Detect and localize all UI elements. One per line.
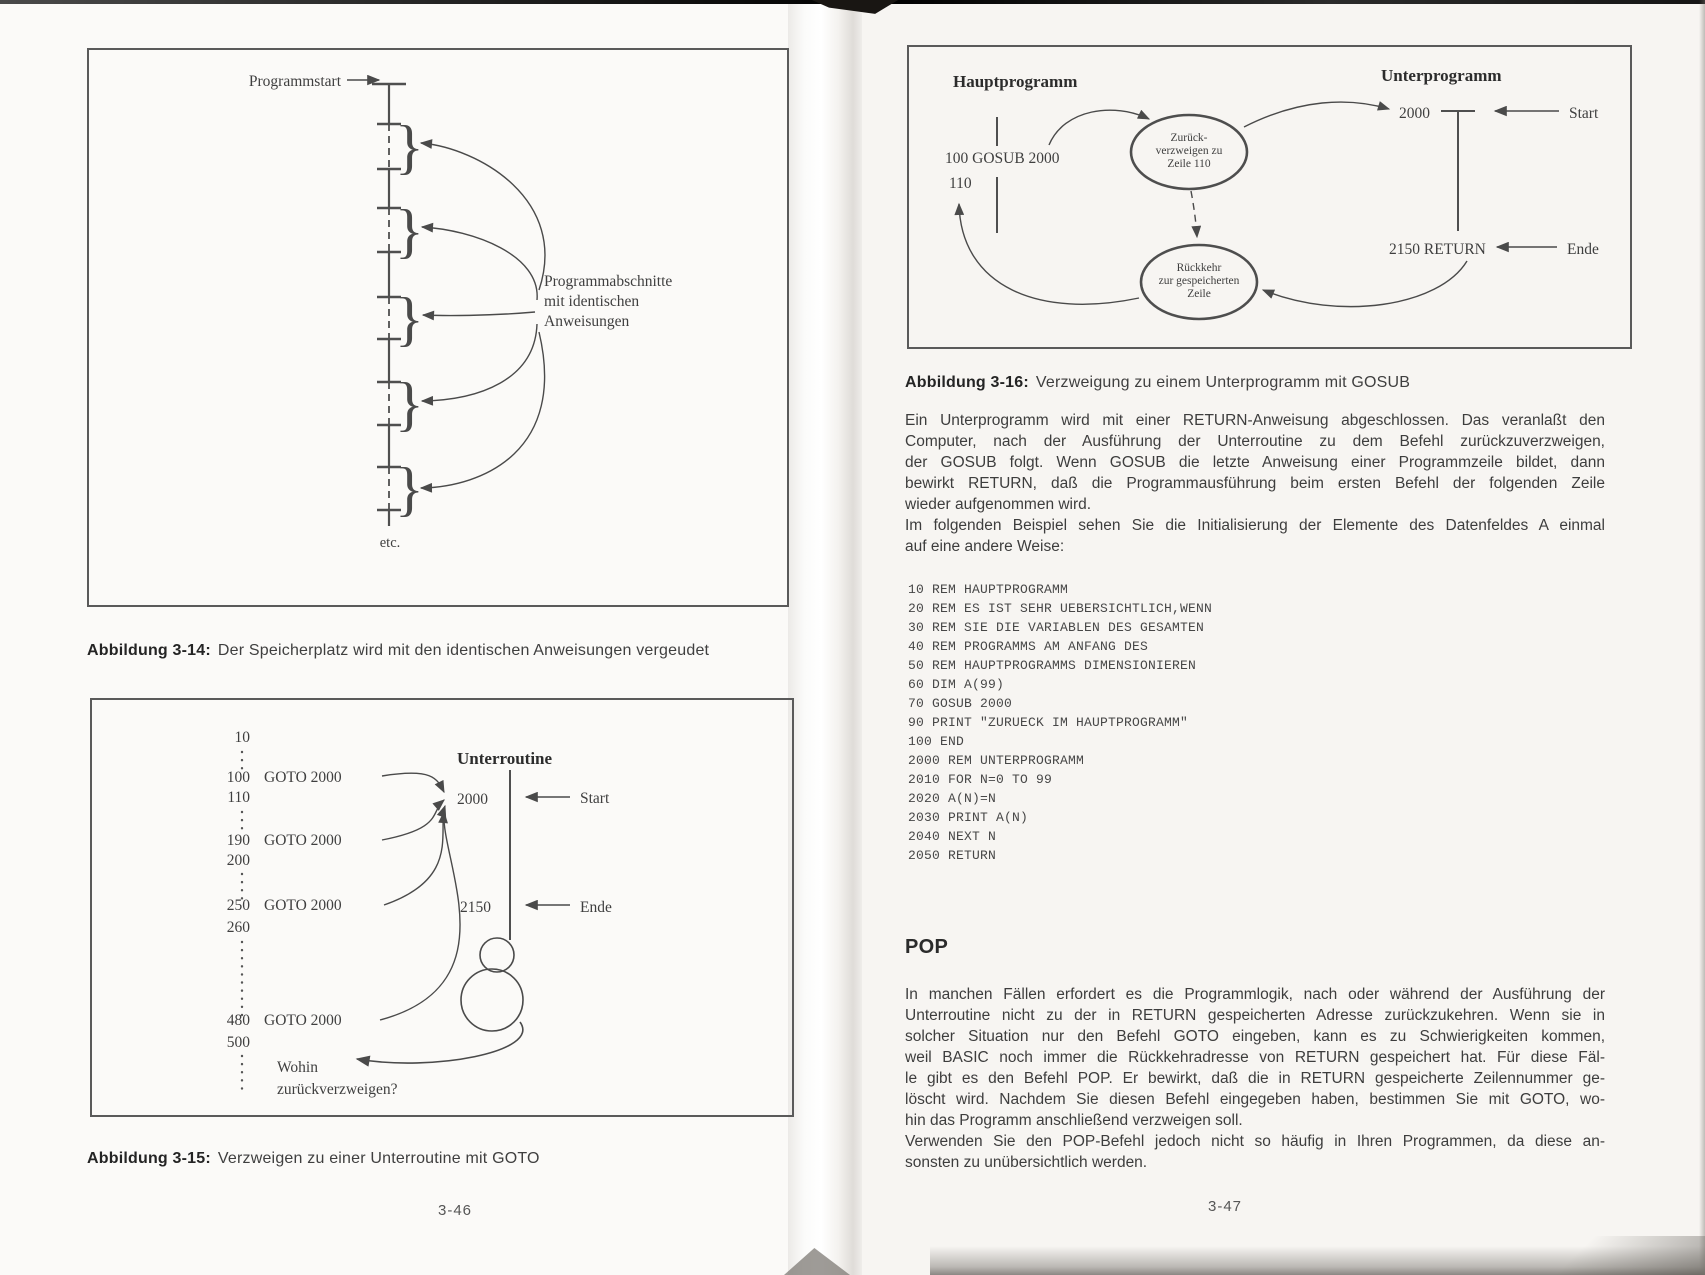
brace-icon: } [395, 286, 424, 352]
paragraph [905, 1131, 1605, 1173]
text-line: 100 END [908, 734, 965, 749]
text-line: 70 GOSUB 2000 [908, 696, 1013, 711]
text-line: 2030 PRINT A(N) [908, 810, 1029, 825]
figure-3-14-box [87, 48, 789, 607]
text-line: In manchen Fällen erfordert es die Programmlogik, nach oder während der Ausführung der [905, 986, 1605, 1003]
start-label: Start [1569, 105, 1599, 122]
line-number: 110 [227, 789, 250, 806]
text-line: auf eine andere Weise: [905, 538, 1065, 555]
caption-label: Abbildung 3-16: [905, 374, 1029, 391]
page-gutter [788, 0, 862, 1275]
text-line: Im folgenden Beispiel sehen Sie die Initialisierung der Elemente des Datenfeldes A einmal [905, 517, 1605, 534]
etc-label: etc. [379, 535, 401, 551]
text-line: hin das Programm anschließend verzweigen soll. [905, 1112, 1243, 1129]
identical-section-arrows [421, 143, 545, 488]
question-line: Wohin [277, 1059, 318, 1076]
confusion-loops [357, 938, 523, 1063]
paragraph [905, 515, 1605, 557]
paragraph [905, 984, 1605, 1131]
paragraph [905, 410, 1605, 515]
ende-label: Ende [580, 899, 612, 916]
branch-bubble-text [1156, 132, 1223, 170]
return-statement: 2150 RETURN [1389, 241, 1486, 258]
ende-label: Ende [1567, 241, 1599, 258]
note-line: Programmabschnitte [544, 273, 673, 290]
line-number: 260 [226, 919, 250, 936]
line-number: 250 [226, 897, 250, 914]
caption-text: Verzweigen zu einer Unterroutine mit GOTO [217, 1150, 540, 1167]
gosub-statement: 100 GOSUB 2000 [945, 150, 1060, 167]
text-line: 2020 A(N)=N [908, 791, 997, 806]
text-line: der GOSUB folgt. Wenn GOSUB die letzte Anweisung einer Programmzeile bildet, dann [905, 454, 1605, 471]
question-line: zurückverzweigen? [277, 1081, 398, 1098]
identical-sections-note [544, 273, 672, 330]
figure-3-16-box [907, 45, 1632, 349]
goto-statement: GOTO 2000 [264, 897, 342, 914]
caption-figure-3-14 [87, 642, 709, 660]
goto-statements [264, 769, 342, 1029]
entry-line-number: 2000 [457, 791, 488, 808]
text-line: 30 REM SIE DIE VARIABLEN DES GESAMTEN [908, 620, 1205, 635]
line-number-column [227, 729, 251, 1051]
text-line: wieder aufgenommen wird. [905, 496, 1092, 513]
caption-text: Verzweigung zu einem Unterprogramm mit GOSUB [1035, 374, 1411, 391]
text-line: 2050 RETURN [908, 848, 997, 863]
bubble-line: Zeile 110 [1167, 158, 1211, 170]
return-bubble-text [1159, 262, 1240, 300]
text-line: Unterroutine nicht zu der in RETURN gespeicherten Adresse zurückzukehren. Wenn sie in [905, 1007, 1605, 1024]
pop-paragraphs [905, 984, 1605, 1173]
line-number: 100 [226, 769, 250, 786]
basic-code-listing [908, 580, 1212, 865]
caption-figure-3-16 [905, 374, 1410, 392]
page-number-right: 3-47 [1207, 1198, 1243, 1215]
goto-statement: GOTO 2000 [264, 1012, 342, 1029]
bubble-line: zur gespeicherten [1158, 275, 1240, 287]
brace-icon: } [395, 198, 424, 264]
gosub-paragraphs [905, 410, 1605, 557]
exit-line-number: 2150 [460, 899, 491, 916]
note-line: mit identischen [544, 293, 640, 310]
text-line: le gibt es den Befehl POP. Er bewirkt, daß die in RETURN gespeicherte Zeilennummer ge- [905, 1070, 1605, 1087]
text-line: Ein Unterprogramm wird mit einer RETURN-Anweisung abgeschlossen. Das veranlaßt den [905, 412, 1605, 429]
figure-3-14-diagram [89, 50, 787, 605]
scan-shadow-corner [1530, 1236, 1705, 1275]
caption-text: Der Speicherplatz wird mit den identischen Anweisungen vergeudet [217, 642, 710, 659]
text-line: löscht wird. Nachdem Sie diesen Befehl eingegeben haben, bestimmen Sie mit GOTO, wo- [905, 1091, 1605, 1108]
return-question [277, 1059, 398, 1098]
page-number-left: 3-46 [437, 1202, 473, 1219]
text-line: 2010 FOR N=0 TO 99 [908, 772, 1053, 787]
text-line: Verwenden Sie den POP-Befehl jedoch nicht so häufig in Ihren Programmen, da diese an- [905, 1133, 1605, 1150]
line-number: 10 [234, 729, 250, 746]
unterprogramm-title: Unterprogramm [1381, 66, 1502, 85]
figure-3-16-diagram [909, 47, 1630, 347]
goto-statement: GOTO 2000 [264, 769, 342, 786]
line-number: 500 [226, 1034, 250, 1051]
subroutine-line [1441, 111, 1475, 231]
unterroutine-title: Unterroutine [457, 749, 553, 768]
bubble-line: Zeile [1187, 288, 1211, 300]
brace-icon: } [395, 114, 424, 180]
caption-label: Abbildung 3-14: [87, 642, 211, 659]
text-line: 2040 NEXT N [908, 829, 997, 844]
line-number: 480 [226, 1012, 250, 1029]
text-line: 50 REM HAUPTPROGRAMMS DIMENSIONIEREN [908, 658, 1197, 673]
entry-line-number: 2000 [1399, 105, 1430, 122]
text-line: bewirkt RETURN, daß die Programmausführung beim ersten Befehl der folgenden Zeile [905, 475, 1605, 492]
text-line: 20 REM ES IST SEHR UEBERSICHTLICH,WENN [908, 601, 1213, 616]
bubble-line: Rückkehr [1176, 262, 1222, 274]
section-braces [395, 114, 424, 522]
caption-figure-3-15 [87, 1150, 540, 1168]
text-line: 60 DIM A(99) [908, 677, 1005, 692]
start-label: Start [580, 790, 610, 807]
pop-heading: POP [905, 936, 949, 958]
brace-icon: } [395, 456, 424, 522]
figure-3-15-box [90, 698, 794, 1117]
text-line: 2000 REM UNTERPROGRAMM [908, 753, 1085, 768]
bubble-line: Zurück- [1170, 132, 1208, 144]
figure-3-15-diagram [92, 700, 792, 1115]
text-line: 40 REM PROGRAMMS AM ANFANG DES [908, 639, 1149, 654]
bubble-line: verzweigen zu [1155, 145, 1223, 157]
text-line: solcher Situation nur den Befehl GOTO eingeben, kann es zu Schwierigkeiten kommen, [905, 1028, 1605, 1045]
text-line: 10 REM HAUPTPROGRAMM [908, 582, 1069, 597]
note-line: Anweisungen [544, 313, 630, 330]
hauptprogramm-title: Hauptprogramm [953, 72, 1078, 91]
goto-arrows [380, 773, 460, 1020]
line-number: 200 [226, 852, 250, 869]
line-number: 190 [226, 832, 250, 849]
brace-icon: } [395, 371, 424, 437]
text-line: 90 PRINT "ZURUECK IM HAUPTPROGRAMM" [908, 715, 1189, 730]
scan-right-edge [1699, 0, 1705, 1275]
text-line: weil BASIC noch immer die Rückkehradresse von RETURN gespeichert hat. Für diese Fäl- [905, 1049, 1605, 1066]
programmstart-label: Programmstart [248, 73, 341, 90]
return-line-number: 110 [949, 175, 972, 192]
text-line: Computer, nach der Ausführung der Unterroutine zu dem Befehl zurückzuverzweigen, [905, 433, 1605, 450]
goto-statement: GOTO 2000 [264, 832, 342, 849]
text-line: sonsten zu unübersichtlich werden. [905, 1154, 1148, 1171]
caption-label: Abbildung 3-15: [87, 1150, 211, 1167]
